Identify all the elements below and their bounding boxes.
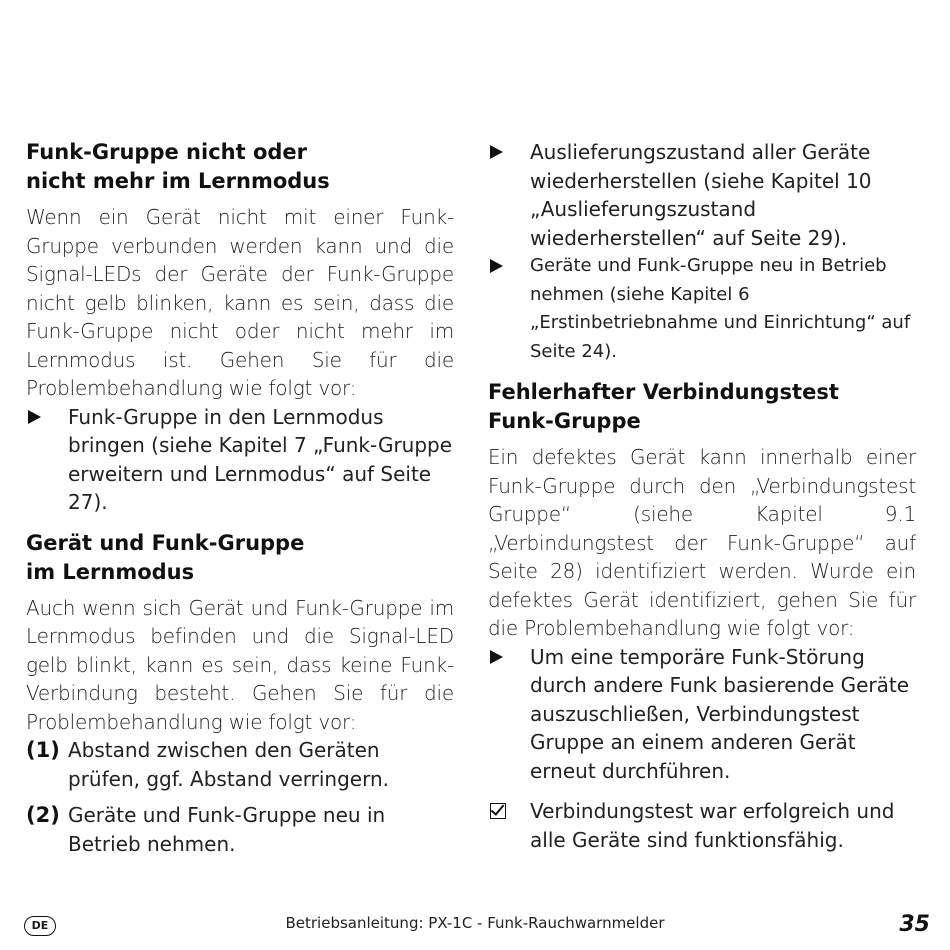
list-item: Geräte und Funk-Gruppe neu in Betrieb nehmen (siehe Kapitel 6 „Erstinbetriebnahme und Einrichtung“ auf Seite 24). (488, 252, 916, 366)
list-item: Um eine temporäre Funk-Störung durch andere Funk basierende Geräte auszuschließen, Verbindungstest Gruppe an einem anderen Gerät erneut durchführen. (488, 643, 916, 786)
language-badge: DE (24, 916, 56, 936)
page-footer (0, 912, 950, 942)
checkbox-checked-icon (490, 803, 506, 819)
list-item: Funk-Gruppe in den Lernmodus bringen (siehe Kapitel 7 „Funk-Gruppe erweitern und Lernmodus“ auf Seite 27). (26, 403, 454, 517)
footer-title: Betriebsanleitung: PX-1C - Funk-Rauchwarnmelder (285, 914, 665, 932)
arrow-bullet-icon (490, 259, 503, 273)
list-item: (1) Abstand zwischen den Geräten prüfen, ggf. Abstand verringern. (26, 738, 390, 791)
list-item: (2) Geräte und Funk-Gruppe neu in Betrieb nehmen. (26, 803, 386, 856)
arrow-bullet-icon (28, 410, 41, 424)
step-number: (1) (26, 738, 60, 762)
list-item: Auslieferungszustand aller Geräte wiederherstellen (siehe Kapitel 10 „Auslieferungszustand wiederherstellen“ auf Seite 29). (488, 138, 916, 252)
page-number: 35 (899, 912, 930, 937)
section-heading-connection-test: Fehlerhafter Verbindungstest Funk-Gruppe (488, 380, 839, 433)
step-number: (2) (26, 803, 60, 827)
right-column (488, 138, 916, 854)
section-paragraph: Wenn ein Gerät nicht mit einer Funk-Gruppe verbunden werden kann und die Signal-LEDs der Geräte der Funk-Gruppe nicht gelb blinken, kann es sein, dass die Funk-Gruppe nicht oder nicht mehr im Lernmodus ist. Gehen Sie für die Problembehandlung wie folgt vor: (26, 205, 454, 400)
arrow-bullet-icon (490, 145, 503, 159)
section-heading-device-learn-mode: Gerät und Funk-Gruppe im Lernmodus (26, 530, 305, 584)
arrow-bullet-icon (490, 650, 503, 664)
section-paragraph: Auch wenn sich Gerät und Funk-Gruppe im Lernmodus befinden und die Signal-LED gelb blinkt, kann es sein, dass keine Funk-Verbindung besteht. Gehen Sie für die Problembehandlung wie folgt vor: (26, 595, 454, 734)
list-item: Verbindungstest war erfolgreich und alle Geräte sind funktionsfähig. (488, 797, 916, 854)
section-paragraph: Ein defektes Gerät kann innerhalb einer Funk-Gruppe durch den „Verbindungstest Gruppe“ (siehe Kapitel 9.1 „Verbindungstest der Funk-Gruppe“ auf Seite 28) identifiziert werden. Wurde ein defektes Gerät identifiziert, gehen Sie für die Problembehandlung wie folgt vor: (488, 445, 916, 640)
section-heading-learn-mode: Funk-Gruppe nicht oder nicht mehr im Lernmodus (26, 140, 330, 193)
left-column (26, 138, 454, 858)
